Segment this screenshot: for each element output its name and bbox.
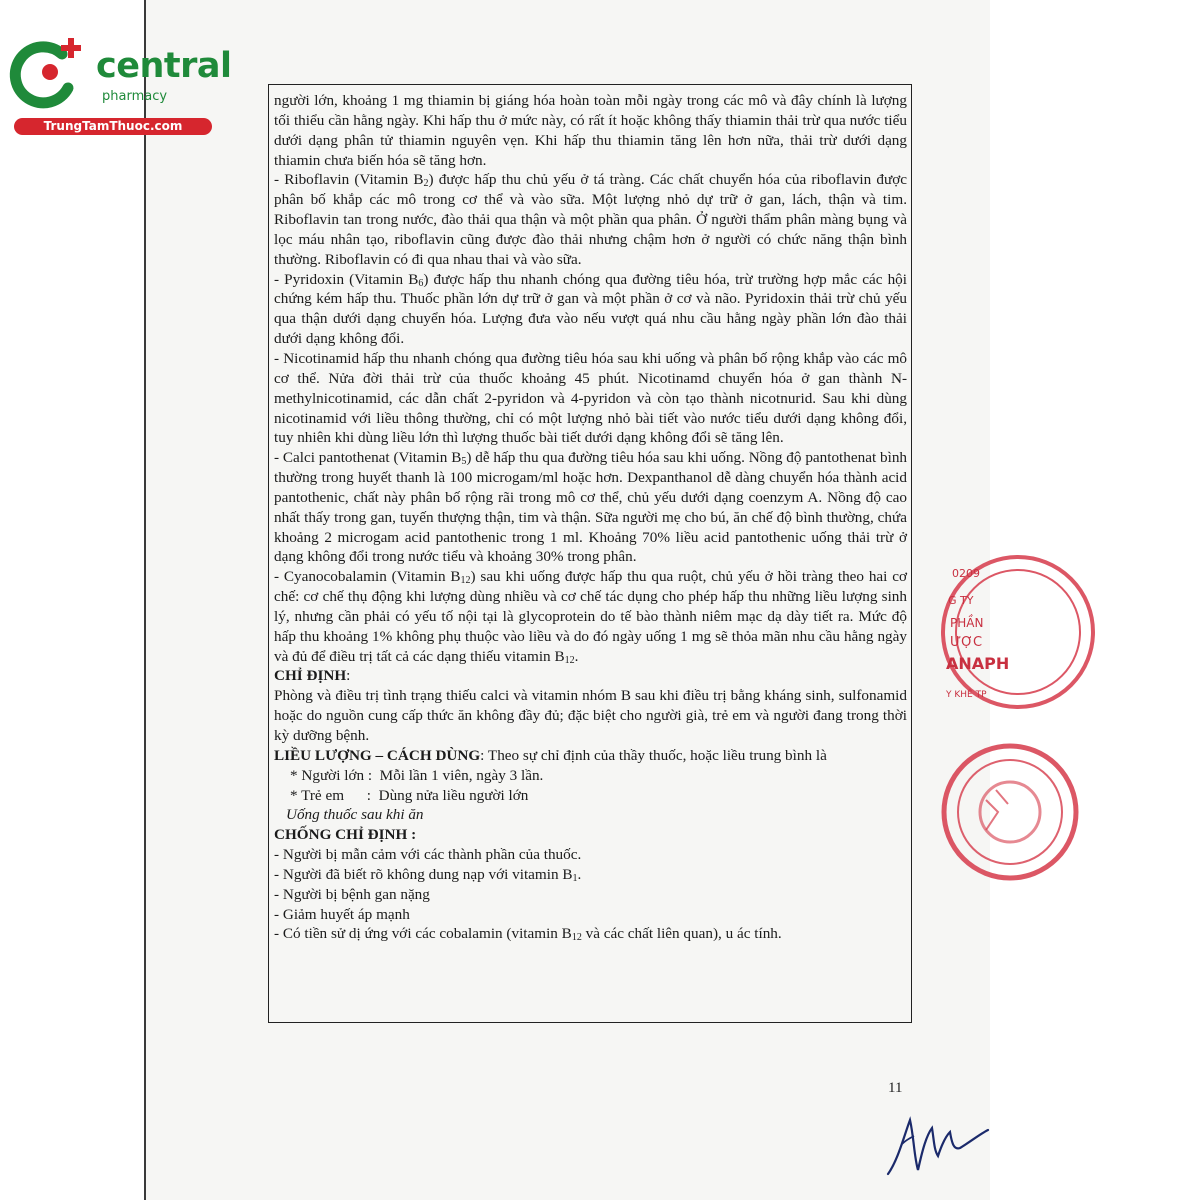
brand-name: central bbox=[96, 46, 232, 86]
brand-logo[interactable] bbox=[10, 36, 232, 136]
paragraph-calci-pantothenat: - Calci pantothenat (Vitamin $B_5$) dễ hấp thu qua đường tiêu hóa sau khi uống. Nồng độ pantothenat bình thường trong huyết thanh là 100 microgam/ml hoặc hơn. Dexpanthanol dễ dàng chuyển hóa thành acid pantothenic, chất này phân bố rộng rãi trong mô cơ thể, chủ yếu dưới dạng coenzym A. Nồng độ cao nhất thấy trong gan, tuyến thượng thận, tim và thận. Sữa người mẹ cho bú, ăn chế độ bình thường, chứa khoảng 2 microgam acid pantothenic trong 1 ml. Khoảng 70% liều acid pantothenic uống thải trừ ở dạng không đổi trong nước tiểu và khoảng 30% trong phân. bbox=[274, 449, 908, 566]
leaflet-text-box bbox=[268, 84, 912, 1023]
brand-subtitle: pharmacy bbox=[102, 89, 168, 104]
stamp-text: ANAPH bbox=[946, 654, 1010, 673]
contraindication-item: - Người bị mẫn cảm với các thành phần của thuốc. bbox=[274, 846, 582, 864]
stamp-text: Y KHÊ TP bbox=[946, 690, 987, 700]
paragraph-cyanocobalamin: - Cyanocobalamin (Vitamin $B_{12}$) sau khi uống được hấp thu qua ruột, chủ yếu ở hồi tràng theo hai cơ chế: cơ chế thụ động khi lượng dùng nhiều và cơ chế tác dụng cho phép hấp thu những liều lượng sinh lý, nhưng cần phải có yếu tố nội tại là glycoprotein do tế bào thành niêm mạc dạ dày tiết ra. Mức độ hấp thu khoảng 1% không phụ thuộc vào liều và do đó ngày uống 1 mg sẽ thỏa mãn nhu cầu hằng ngày và đủ để điều trị tất cả các dạng thiếu vitamin $B_{12}$. bbox=[274, 568, 908, 666]
contraindication-item: - Người đã biết rõ không dung nạp với vitamin $B_1$. bbox=[274, 865, 582, 884]
stamp-text: PHẦN bbox=[950, 616, 984, 630]
page-number: 11 bbox=[888, 1080, 903, 1096]
paragraph-chi-dinh: Phòng và điều trị tình trạng thiếu calci và vitamin nhóm B sau khi điều trị bằng kháng sinh, sulfonamid hoặc do nguồn cung cấp thức ăn không đầy đủ; đặc biệt cho người già, trẻ em và người đang trong thời kỳ dưỡng bệnh. bbox=[274, 687, 907, 744]
contraindication-item: - Người bị bệnh gan nặng bbox=[274, 885, 430, 903]
stamp-text: 0209 bbox=[952, 567, 980, 580]
dose-child: * Trẻ em : Dùng nửa liều người lớn bbox=[290, 786, 529, 804]
paragraph-thiamin: người lớn, khoảng 1 mg thiamin bị giáng hóa hoàn toàn mỗi ngày trong các mô và đây chính là lượng tối thiểu cần hằng ngày. Khi hấp thu ở mức này, có rất ít hoặc không thấy thiamin thải trừ qua nước tiểu dưới dạng phân tử thiamin nguyên vẹn. Khi hấp thu thiamin tăng lên hơn nữa, thải trừ dưới dạng thiamin chưa biến hóa sẽ tăng hơn. bbox=[274, 92, 907, 169]
contraindication-item: - Giảm huyết áp mạnh bbox=[274, 905, 410, 923]
heading-chong-chi-dinh: CHỐNG CHỈ ĐỊNH : bbox=[274, 826, 417, 844]
paragraph-nicotinamid: - Nicotinamid hấp thu nhanh chóng qua đường tiêu hóa sau khi uống và phân bố rộng khắp vào các mô cơ thể. Nửa đời thải trừ của thuốc khoảng 45 phút. Nicotinamd chuyển hóa ở gan thành N-methylnicotinamid, các dẫn chất 2-pyridon và 4-pyridon và còn tạo thành nicotnurid. Sau khi dùng nicotinamid với liều thông thường, chỉ có một lượng nhỏ bài tiết vào nước tiểu dưới dạng không đổi, tuy nhiên khi dùng liều lớn thì lượng thuốc bài tiết dưới dạng không đổi sẽ tăng lên. bbox=[274, 349, 907, 447]
paragraph-pyridoxin: - Pyridoxin (Vitamin $B_6$) được hấp thu nhanh chóng qua đường tiêu hóa, trừ trường hợp mắc các hội chứng kém hấp thu. Thuốc phần lớn dự trữ ở gan và một phần ở cơ và não. Pyridoxin thải trừ chủ yếu qua thận dưới dạng chuyển hóa. Lượng đưa vào nếu vượt quá nhu cầu hằng ngày phần lớn đào thải dưới dạng không đổi. bbox=[274, 270, 907, 348]
page-edge bbox=[144, 0, 146, 1200]
stamp-text: G TY bbox=[948, 594, 974, 607]
company-stamp bbox=[938, 545, 1010, 720]
seal-stamp bbox=[938, 740, 992, 890]
heading-lieu-luong: LIỀU LƯỢNG – CÁCH DÙNG: Theo sự chỉ định của thầy thuốc, hoặc liều trung bình là bbox=[274, 746, 827, 764]
contraindication-item: - Có tiền sử dị ứng với các cobalamin (vitamin $B_{12}$ và các chất liên quan), u ác tính. bbox=[274, 925, 782, 944]
paragraph-riboflavin: - Riboflavin (Vitamin $B_2$) được hấp thu chủ yếu ở tá tràng. Các chất chuyển hóa của riboflavin được phân bố khắp các mô trong cơ thể và vào sữa. Một lượng nhỏ dự trữ ở gan, lách, thận và tim. Riboflavin tan trong nước, đào thải qua thận và một phần qua phân. Ở người thẩm phân màng bụng và lọc máu nhân tạo, riboflavin cũng được đào thải nhưng chậm hơn ở người có chức năng thận bình thường. Riboflavin có đi qua nhau thai và vào sữa. bbox=[274, 171, 907, 268]
heading-chi-dinh: CHỈ ĐỊNH: bbox=[274, 667, 351, 685]
dose-note: Uống thuốc sau khi ăn bbox=[286, 806, 424, 824]
brand-url[interactable]: TrungTamThuoc.com bbox=[14, 118, 212, 135]
scan-margin-left bbox=[0, 0, 146, 1200]
signature-icon bbox=[880, 1100, 990, 1180]
stamp-text: ƯỢC bbox=[950, 635, 983, 650]
logo-mark-icon bbox=[10, 36, 94, 116]
dose-adult: * Người lớn : Mỗi lần 1 viên, ngày 3 lần. bbox=[290, 766, 544, 784]
